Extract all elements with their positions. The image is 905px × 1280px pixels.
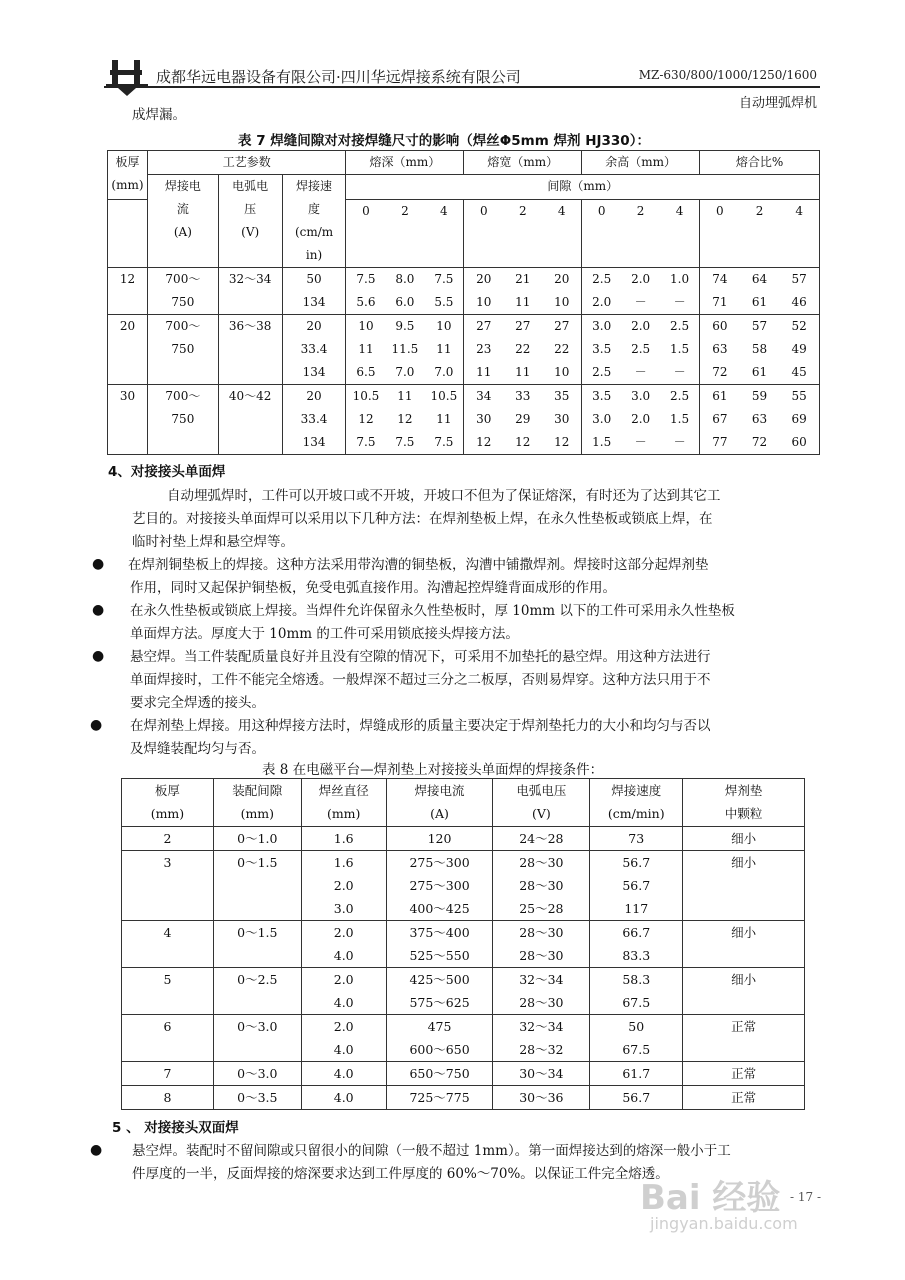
cell-speed: 20 33.4 134	[282, 385, 346, 455]
cell-gap: 0～3.5	[213, 1086, 301, 1110]
bullet-dot: ●	[92, 602, 105, 618]
cell-flux: 正常	[683, 1086, 805, 1110]
cell-gap: 0～1.5	[213, 921, 301, 968]
page-number: - 17 -	[790, 1190, 822, 1204]
cell-volt: 32～34 28～32	[493, 1015, 590, 1062]
cell-t: 5	[122, 968, 214, 1015]
cell-speed: 61.7	[590, 1062, 683, 1086]
cell-cur: 120	[386, 827, 493, 851]
cell-wire: 2.0 4.0	[301, 1015, 386, 1062]
cell-voltage: 32～34	[218, 268, 282, 315]
model-number: MZ-630/800/1000/1250/1600	[638, 68, 817, 82]
cell-flux: 正常	[683, 1062, 805, 1086]
section5-line-1: 悬空焊。装配时不留间隙或只留很小的间隙（一般不超过 1mm）。第一面焊接达到的熔深一般小于工	[132, 1143, 731, 1159]
table-row	[108, 385, 820, 455]
table8-header: 电弧电压 (V)	[493, 779, 590, 827]
cell-height: 3.5 3.0 2.5 3.0 2.0 1.5 1.5 － －	[582, 385, 700, 455]
table8	[121, 778, 805, 1110]
table7-caption: 表 7 焊缝间隙对对接焊缝尺寸的影响（焊丝Φ5mm 焊剂 HJ330）：	[238, 133, 650, 149]
table7-header-thickness: 板厚 (mm)	[108, 151, 148, 200]
cell-speed: 66.7 83.3	[590, 921, 683, 968]
cell-cur: 475 600～650	[386, 1015, 493, 1062]
cell-current: 700～ 750	[147, 385, 218, 455]
table-row	[122, 1086, 805, 1110]
cell-voltage: 36～38	[218, 315, 282, 385]
cell-gap: 0～3.0	[213, 1015, 301, 1062]
table-row	[122, 1062, 805, 1086]
cell-speed: 58.3 67.5	[590, 968, 683, 1015]
cell-width: 20 21 20 10 11 10	[464, 268, 582, 315]
cell-thickness: 12	[108, 268, 148, 315]
company-name: 成都华远电器设备有限公司·四川华远焊接系统有限公司	[156, 68, 521, 86]
cell-current: 700～ 750	[147, 268, 218, 315]
table-row	[122, 827, 805, 851]
cell-speed: 56.7	[590, 1086, 683, 1110]
table-row	[122, 921, 805, 968]
cell-wire: 1.6	[301, 827, 386, 851]
cell-ratio: 61 59 55 67 63 69 77 72 60	[700, 385, 820, 455]
table-row	[122, 968, 805, 1015]
cell-volt: 24～28	[493, 827, 590, 851]
cell-cur: 725～775	[386, 1086, 493, 1110]
cell-thickness: 30	[108, 385, 148, 455]
bullet-dot: ●	[92, 556, 105, 572]
cell-ratio: 74 64 57 71 61 46	[700, 268, 820, 315]
table7-header-voltage: 电弧电 压 (V)	[218, 175, 282, 268]
section4-para-line-3: 临时衬垫上焊和悬空焊等。	[132, 534, 294, 550]
cell-flux: 细小	[683, 921, 805, 968]
table8-header: 板厚 (mm)	[122, 779, 214, 827]
watermark-url: jingyan.baidu.com	[650, 1214, 798, 1233]
table7-header-width: 熔宽（mm）	[464, 151, 582, 175]
cell-height: 2.5 2.0 1.0 2.0 － －	[582, 268, 700, 315]
cell-width: 27 27 27 23 22 22 11 11 10	[464, 315, 582, 385]
cell-flux: 正常	[683, 1015, 805, 1062]
table7-header-height: 余高（mm）	[582, 151, 700, 175]
cell-t: 6	[122, 1015, 214, 1062]
cell-volt: 30～36	[493, 1086, 590, 1110]
cell-depth: 10 9.5 10 11 11.5 11 6.5 7.0 7.0	[346, 315, 464, 385]
table7-header-ratio: 熔合比%	[700, 151, 820, 175]
table8-header: 焊接电流 (A)	[386, 779, 493, 827]
cell-wire: 1.6 2.0 3.0	[301, 851, 386, 921]
table7-header-current: 焊接电 流 (A)	[147, 175, 218, 268]
table8-header: 焊丝直径 (mm)	[301, 779, 386, 827]
cell-speed: 20 33.4 134	[282, 315, 346, 385]
cell-volt: 28～30 28～30 25～28	[493, 851, 590, 921]
cell-speed: 50 134	[282, 268, 346, 315]
table-row	[122, 851, 805, 921]
cell-gap: 0～1.0	[213, 827, 301, 851]
cell-depth: 7.5 8.0 7.5 5.6 6.0 5.5	[346, 268, 464, 315]
cell-depth: 10.5 11 10.5 12 12 11 7.5 7.5 7.5	[346, 385, 464, 455]
cell-wire: 4.0	[301, 1086, 386, 1110]
cell-voltage: 40～42	[218, 385, 282, 455]
table-row	[122, 1015, 805, 1062]
cell-t: 4	[122, 921, 214, 968]
table8-caption: 表 8 在电磁平台—焊剂垫上对接接头单面焊的焊接条件：	[262, 762, 604, 778]
section5-title: 5 、 对接接头双面焊	[112, 1120, 239, 1136]
cell-width: 34 33 35 30 29 30 12 12 12	[464, 385, 582, 455]
section5-line-2: 件厚度的一半，反面焊接的熔深要求达到工件厚度的 60%～70%。以保证工件完全熔透。	[132, 1166, 669, 1182]
cell-flux: 细小	[683, 827, 805, 851]
cell-speed: 50 67.5	[590, 1015, 683, 1062]
cell-wire: 2.0 4.0	[301, 968, 386, 1015]
table7-header-gap: 间隙（mm）	[346, 175, 820, 200]
cell-flux: 细小	[683, 968, 805, 1015]
cell-speed: 73	[590, 827, 683, 851]
cell-wire: 2.0 4.0	[301, 921, 386, 968]
cell-thickness: 20	[108, 315, 148, 385]
cell-t: 2	[122, 827, 214, 851]
section4-para-line-2: 艺目的。对接接头单面焊可以采用以下几种方法：在焊剂垫板上焊，在永久性垫板或锁底上焊，在	[132, 511, 713, 527]
cell-gap: 0～3.0	[213, 1062, 301, 1086]
cell-t: 3	[122, 851, 214, 921]
company-logo	[104, 56, 150, 98]
table7-header-speed: 焊接速 度 (cm/m in)	[282, 175, 346, 268]
cell-volt: 28～30 28～30	[493, 921, 590, 968]
table8-header: 焊接速度 (cm/min)	[590, 779, 683, 827]
cell-volt: 32～34 28～30	[493, 968, 590, 1015]
intro-line: 成焊漏。	[132, 107, 186, 123]
product-name: 自动埋弧焊机	[738, 96, 817, 111]
cell-height: 3.0 2.0 2.5 3.5 2.5 1.5 2.5 － －	[582, 315, 700, 385]
table7-header-process: 工艺参数	[147, 151, 346, 175]
cell-t: 8	[122, 1086, 214, 1110]
gap-values-height: 0 2 4	[582, 200, 700, 268]
bullet-dot: ●	[90, 717, 103, 733]
cell-volt: 30～34	[493, 1062, 590, 1086]
cell-cur: 425～500 575～625	[386, 968, 493, 1015]
watermark-logo: Bai 经验	[640, 1178, 781, 1218]
bullet-dot: ●	[90, 1142, 103, 1158]
cell-ratio: 60 57 52 63 58 49 72 61 45	[700, 315, 820, 385]
table7-header-depth: 熔深（mm）	[346, 151, 464, 175]
header-rule	[104, 86, 820, 88]
section4-title: 4、对接接头单面焊	[108, 464, 226, 480]
table8-header: 装配间隙 (mm)	[213, 779, 301, 827]
cell-wire: 4.0	[301, 1062, 386, 1086]
gap-values-depth: 0 2 4	[346, 200, 464, 268]
cell-speed: 56.7 56.7 117	[590, 851, 683, 921]
table-row	[108, 315, 820, 385]
cell-current: 700～ 750	[147, 315, 218, 385]
cell-gap: 0～1.5	[213, 851, 301, 921]
cell-cur: 375～400 525～550	[386, 921, 493, 968]
table8-header: 焊剂垫 中颗粒	[683, 779, 805, 827]
table7	[107, 150, 820, 455]
cell-gap: 0～2.5	[213, 968, 301, 1015]
cell-cur: 275～300 275～300 400～425	[386, 851, 493, 921]
gap-values-width: 0 2 4	[464, 200, 582, 268]
gap-values-ratio: 0 2 4	[700, 200, 820, 268]
section4-para-line-1: 自动埋弧焊时，工件可以开坡口或不开坡，开坡口不但为了保证熔深，有时还为了达到其它工	[167, 488, 721, 504]
cell-cur: 650～750	[386, 1062, 493, 1086]
bullet-dot: ●	[92, 648, 105, 664]
cell-t: 7	[122, 1062, 214, 1086]
cell-flux: 细小	[683, 851, 805, 921]
table-row	[108, 268, 820, 315]
